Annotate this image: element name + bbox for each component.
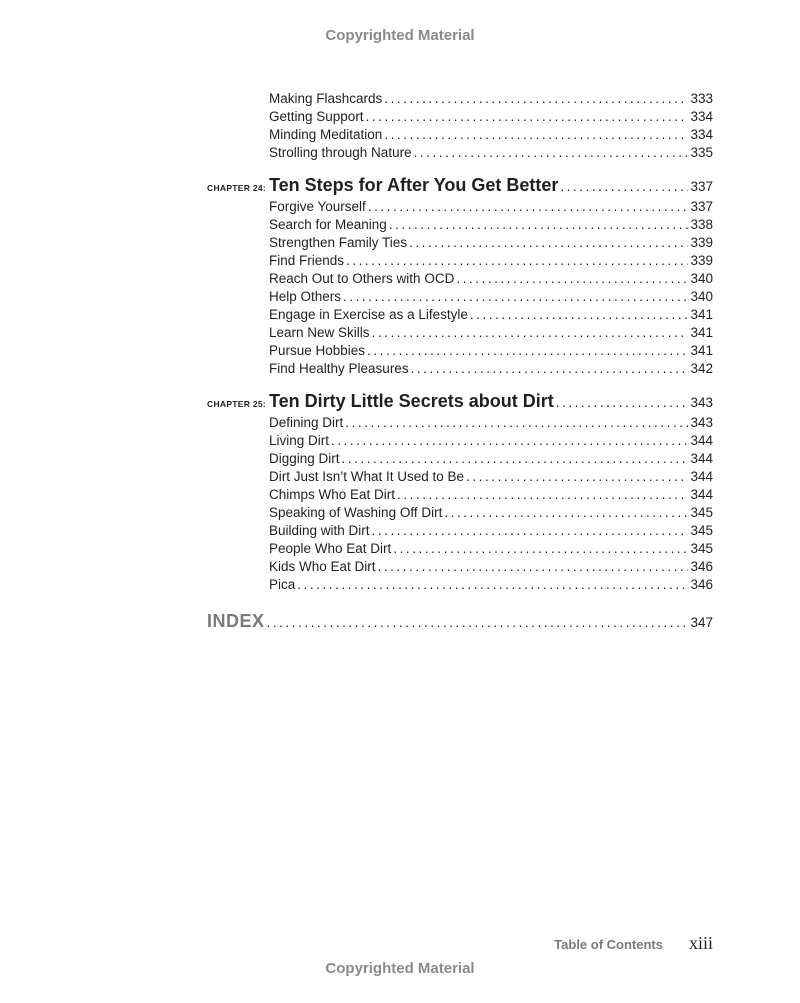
dot-leader (331, 433, 688, 448)
dot-leader (397, 487, 688, 502)
dot-leader (384, 91, 688, 106)
entry-page: 344 (690, 487, 713, 502)
chapter-title: Ten Steps for After You Get Better (269, 175, 559, 195)
dot-leader (411, 361, 689, 376)
dot-leader (556, 395, 689, 410)
entry-page: 345 (690, 523, 713, 538)
entry-title: Speaking of Washing Off Dirt (269, 505, 443, 520)
entry-title: Building with Dirt (269, 523, 370, 538)
entry-title: Engage in Exercise as a Lifestyle (269, 307, 468, 322)
dot-leader (414, 145, 689, 160)
chapter-number: CHAPTER 25: (207, 399, 267, 409)
entry-page: 344 (690, 451, 713, 466)
dot-leader (372, 325, 689, 340)
entry-page: 342 (690, 361, 713, 376)
entry-page: 339 (690, 235, 713, 250)
dot-leader (466, 469, 688, 484)
index-title: INDEX (207, 611, 265, 631)
copyright-header: Copyrighted Material (325, 27, 475, 44)
toc-entry[interactable] (207, 325, 713, 343)
entry-title: Getting Support (269, 109, 364, 124)
entry-page: 346 (690, 577, 713, 592)
entry-title: Minding Meditation (269, 127, 383, 142)
entry-title: Strengthen Family Ties (269, 235, 408, 250)
entry-page: 344 (690, 433, 713, 448)
toc-entry[interactable] (207, 253, 713, 271)
dot-leader (342, 451, 689, 466)
dot-leader (456, 271, 688, 286)
toc-entry[interactable] (207, 127, 713, 145)
toc-entry[interactable] (207, 109, 713, 127)
toc-entry[interactable] (207, 271, 713, 289)
toc-entry[interactable] (207, 307, 713, 325)
entry-page: 333 (690, 91, 713, 106)
entry-page: 339 (690, 253, 713, 268)
entry-page: 337 (690, 199, 713, 214)
entry-title: Help Others (269, 289, 342, 304)
entry-page: 341 (690, 307, 713, 322)
toc-entry[interactable] (207, 559, 713, 577)
toc-entry[interactable] (207, 217, 713, 235)
entry-title: Reach Out to Others with OCD (269, 271, 455, 286)
entry-page: 346 (690, 559, 713, 574)
chapter-number: CHAPTER 24: (207, 183, 267, 193)
index-page: 347 (690, 615, 713, 630)
toc-entry[interactable] (207, 343, 713, 361)
index-entry[interactable] (207, 611, 713, 635)
entry-title: Pursue Hobbies (269, 343, 366, 358)
entry-title: Dirt Just Isn’t What It Used to Be (269, 469, 465, 484)
dot-leader (470, 307, 689, 322)
toc-entry[interactable] (207, 433, 713, 451)
entry-page: 345 (690, 505, 713, 520)
entry-page: 341 (690, 343, 713, 358)
dot-leader (267, 615, 689, 630)
entry-title: Find Healthy Pleasures (269, 361, 409, 376)
dot-leader (409, 235, 688, 250)
chapter-page: 343 (690, 395, 713, 410)
toc-entry[interactable] (207, 415, 713, 433)
chapter-heading[interactable] (207, 175, 713, 199)
dot-leader (297, 577, 688, 592)
dot-leader (366, 109, 689, 124)
entry-title: Pica (269, 577, 296, 592)
entry-page: 344 (690, 469, 713, 484)
entry-page: 343 (690, 415, 713, 430)
entry-title: People Who Eat Dirt (269, 541, 392, 556)
chapter-heading[interactable] (207, 391, 713, 415)
dot-leader (343, 289, 688, 304)
entry-page: 340 (690, 271, 713, 286)
dot-leader (384, 127, 688, 142)
toc-entry[interactable] (207, 361, 713, 379)
page-footer (554, 933, 713, 954)
toc-entry[interactable] (207, 523, 713, 541)
toc-entry[interactable] (207, 469, 713, 487)
chapter-title: Ten Dirty Little Secrets about Dirt (269, 391, 554, 411)
toc-entry[interactable] (207, 91, 713, 109)
toc-entry[interactable] (207, 505, 713, 523)
entry-title: Making Flashcards (269, 91, 383, 106)
dot-leader (389, 217, 689, 232)
entry-title: Search for Meaning (269, 217, 387, 232)
entry-title: Find Friends (269, 253, 345, 268)
dot-leader (378, 559, 689, 574)
entry-title: Strolling through Nature (269, 145, 412, 160)
entry-title: Defining Dirt (269, 415, 344, 430)
chapter-24 (207, 175, 713, 379)
chapter-25 (207, 391, 713, 595)
dot-leader (372, 523, 689, 538)
toc-entry[interactable] (207, 235, 713, 253)
dot-leader (346, 253, 688, 268)
toc-entry[interactable] (207, 487, 713, 505)
toc-entry[interactable] (207, 289, 713, 307)
dot-leader (444, 505, 688, 520)
entry-page: 340 (690, 289, 713, 304)
entry-page: 334 (690, 109, 713, 124)
entry-page: 338 (690, 217, 713, 232)
entry-title: Digging Dirt (269, 451, 340, 466)
entry-title: Chimps Who Eat Dirt (269, 487, 396, 502)
entry-page: 335 (690, 145, 713, 160)
toc-entry[interactable] (207, 541, 713, 559)
chapter-page: 337 (690, 179, 713, 194)
dot-leader (367, 343, 688, 358)
page-number: xiii (688, 933, 713, 953)
entry-title: Living Dirt (269, 433, 330, 448)
continued-entries (207, 91, 713, 163)
dot-leader (368, 199, 689, 214)
toc-entry[interactable] (207, 577, 713, 595)
toc-entry[interactable] (207, 199, 713, 217)
footer-section: Table of Contents (554, 937, 663, 952)
dot-leader (345, 415, 688, 430)
entry-page: 341 (690, 325, 713, 340)
entry-title: Learn New Skills (269, 325, 370, 340)
toc-entry[interactable] (207, 145, 713, 163)
entry-title: Kids Who Eat Dirt (269, 559, 376, 574)
entry-page: 345 (690, 541, 713, 556)
toc-entry[interactable] (207, 451, 713, 469)
copyright-footer: Copyrighted Material (325, 960, 475, 977)
entry-page: 334 (690, 127, 713, 142)
entry-title: Forgive Yourself (269, 199, 366, 214)
dot-leader (560, 179, 688, 194)
dot-leader (393, 541, 688, 556)
